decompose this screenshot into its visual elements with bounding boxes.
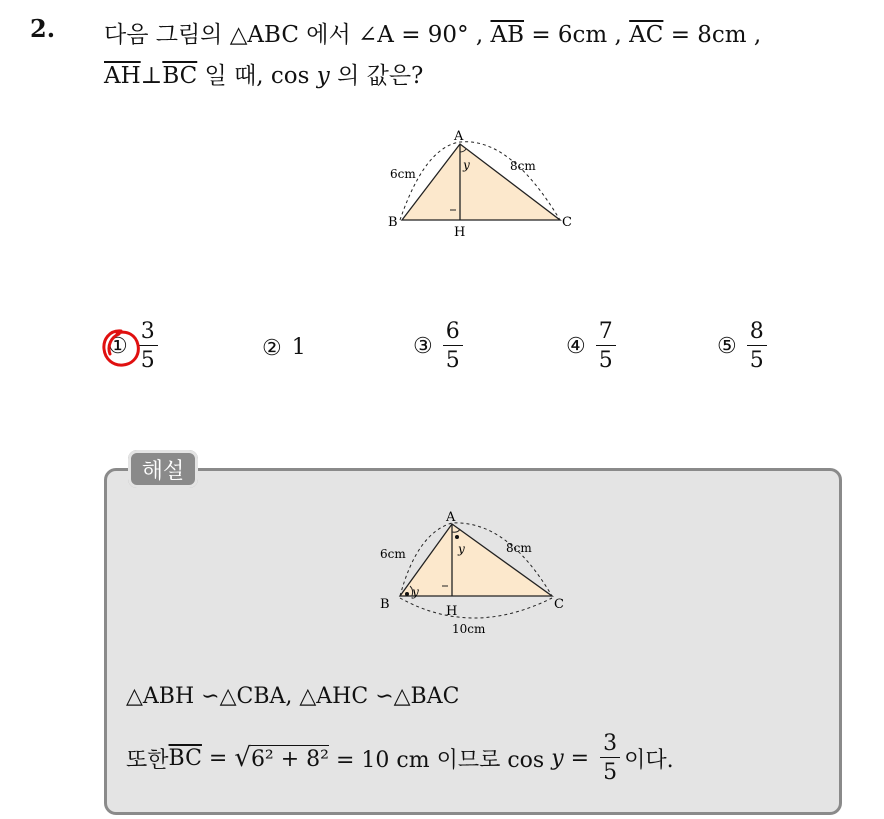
question-line-1: 다음 그림의 △ABC 에서 ∠A = 90° , $\overline{AB} = 6cm$ , $\overline{AC} = 8cm$ , bbox=[104, 22, 762, 48]
segment-ah: $\overline{AH}$ bbox=[104, 63, 141, 89]
label-angle-b-y: y bbox=[412, 585, 419, 599]
choice-fraction: $\frac{3}{5}$ bbox=[138, 320, 158, 372]
choice-1[interactable] bbox=[108, 320, 158, 372]
solution-triangle-figure bbox=[372, 508, 582, 638]
label-c: C bbox=[562, 215, 572, 230]
label-a: A bbox=[454, 129, 464, 144]
solution-line-2: 또한 $\overline{BC}$ = √ 6² + 8² = 10 cm 이므로 cos y = $\frac{3}{5}$ 이다. bbox=[126, 731, 674, 786]
label-ab-length: 6cm bbox=[390, 167, 416, 181]
triangle-figure bbox=[380, 122, 580, 242]
choice-4[interactable] bbox=[566, 320, 616, 372]
triangle-abc bbox=[402, 144, 560, 220]
choice-5[interactable] bbox=[717, 320, 767, 372]
solution-line-1: △ABH ∽△CBA, △AHC ∽△BAC bbox=[126, 684, 460, 709]
solution-triangle-abc bbox=[400, 524, 552, 596]
label-bc-length: 10cm bbox=[452, 622, 486, 636]
label-h: H bbox=[454, 225, 466, 240]
sqrt-radicand: 6² + 8² bbox=[250, 746, 329, 772]
question-line-2: $\overline{AH}\perp\overline{BC}$ 일 때, cos y 의 값은? bbox=[104, 63, 424, 89]
label-h: H bbox=[446, 604, 458, 619]
label-c: C bbox=[554, 597, 564, 612]
choice-mark: ⑤ bbox=[717, 333, 737, 359]
choice-fraction: $\frac{7}{5}$ bbox=[596, 320, 616, 372]
choice-mark: ③ bbox=[413, 333, 433, 359]
label-b: B bbox=[380, 597, 390, 612]
choice-fraction: $\frac{6}{5}$ bbox=[443, 320, 463, 372]
segment-ac: $\overline{AC}$ bbox=[629, 22, 664, 48]
choice-2[interactable] bbox=[262, 320, 306, 376]
angle-dot-a bbox=[455, 535, 459, 539]
question-number: 2. bbox=[30, 14, 56, 43]
solution-dashed-arc-bottom bbox=[400, 598, 552, 618]
segment-bc: $\overline{BC}$ bbox=[168, 745, 202, 771]
segment-ab: $\overline{AB}$ bbox=[490, 22, 525, 48]
label-angle-a-y: y bbox=[458, 542, 465, 556]
choice-mark: ④ bbox=[566, 333, 586, 359]
selected-circle-icon bbox=[99, 326, 143, 370]
label-ac-length: 8cm bbox=[510, 159, 536, 173]
solution-tab: 해설 bbox=[128, 450, 198, 488]
choice-mark: ② bbox=[262, 335, 282, 361]
sqrt-sign: √ bbox=[234, 743, 251, 774]
label-ac-length: 8cm bbox=[506, 541, 532, 555]
label-a: A bbox=[446, 510, 456, 525]
choice-fraction: $\frac{8}{5}$ bbox=[747, 320, 767, 372]
label-b: B bbox=[388, 215, 398, 230]
label-angle-y: y bbox=[463, 158, 470, 172]
choice-value: 1 bbox=[291, 335, 306, 360]
angle-dot-b bbox=[405, 592, 409, 596]
label-ab-length: 6cm bbox=[380, 547, 406, 561]
solution-fraction: $\frac{3}{5}$ bbox=[600, 732, 620, 784]
choice-mark: ① bbox=[108, 334, 128, 359]
choice-3[interactable] bbox=[413, 320, 463, 372]
segment-bc: $\overline{BC}$ bbox=[162, 63, 198, 89]
